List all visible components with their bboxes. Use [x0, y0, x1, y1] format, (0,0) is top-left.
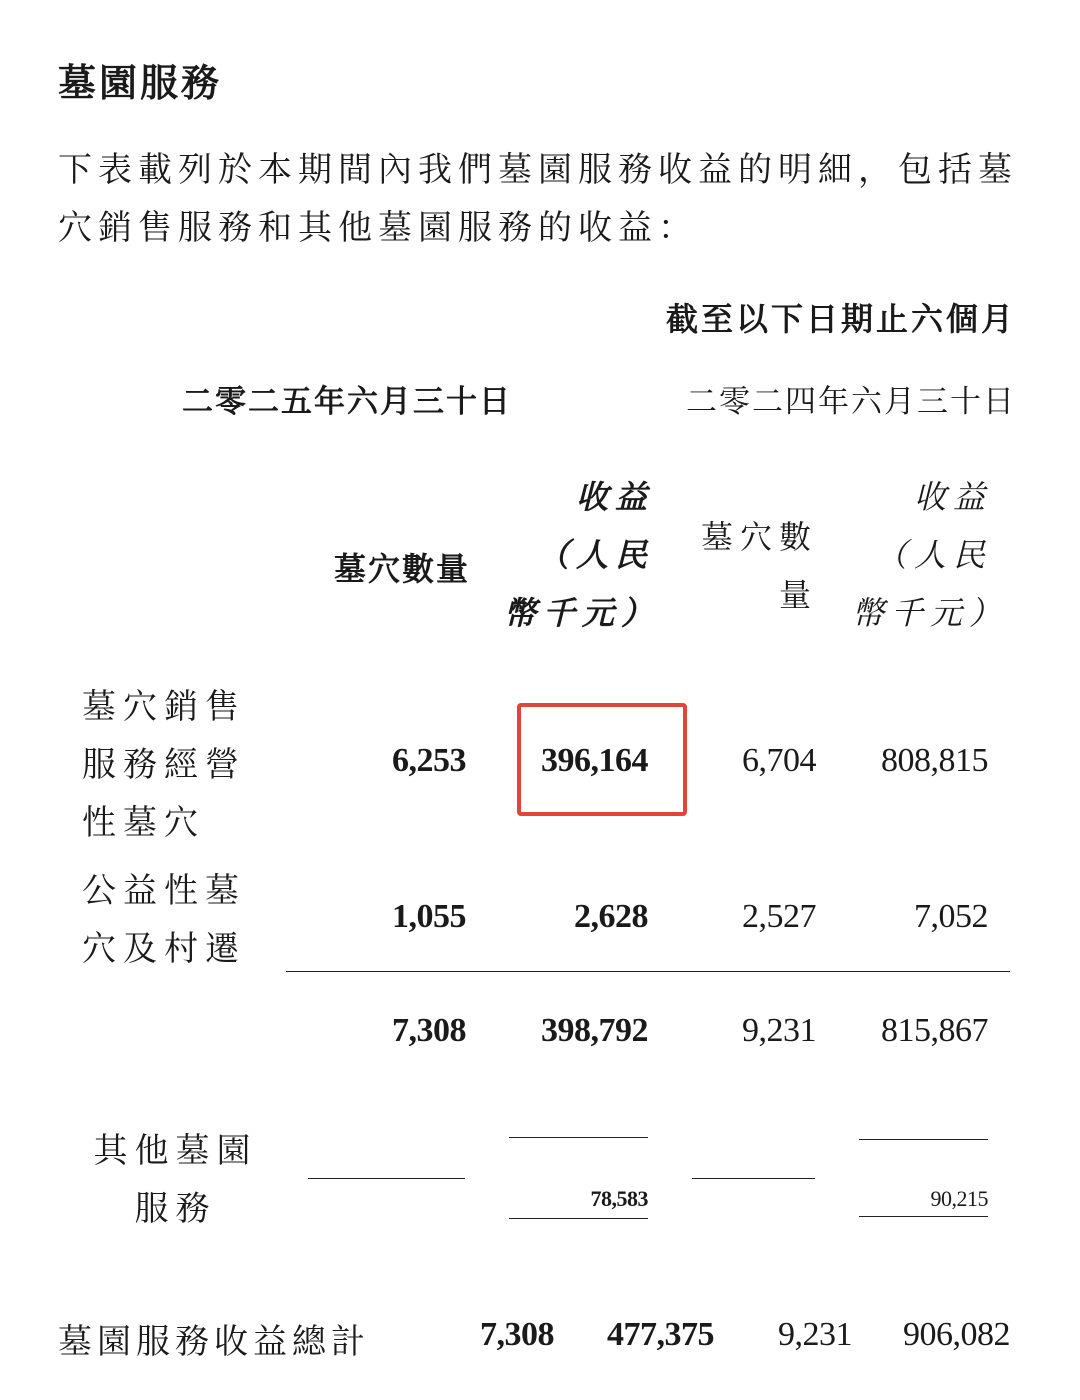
other-revenue-2024-bottom-rule [859, 1216, 988, 1217]
cell-total-count-2025: 7,308 [480, 1316, 554, 1353]
cell-subtotal-count-2024: 9,231 [742, 1012, 816, 1049]
other-count-2025-rule [308, 1178, 465, 1179]
date-2024-header: 二零二四年六月三十日 [686, 384, 1016, 420]
cell-r2-count-2024: 2,527 [742, 898, 816, 935]
highlight-box [517, 703, 687, 816]
date-2025-header: 二零二五年六月三十日 [182, 384, 512, 420]
cell-r1-count-2024: 6,704 [742, 742, 816, 779]
col-header-revenue-2025: 收益（人民幣千元） [504, 478, 661, 632]
cell-other-revenue-2025: 78,583 [590, 1186, 648, 1211]
intro-line-1: 下表載列於本期間內我們墓園服務收益的明細，包括墓 [58, 150, 1018, 190]
other-revenue-2025-top-rule [509, 1137, 648, 1138]
period-header: 截至以下日期止六個月 [665, 300, 1016, 338]
col-header-revenue-2024: 收益（人民幣千元） [852, 478, 1009, 632]
row-label-public-welfare-tombs: 公益性墓穴及村遷 [82, 871, 246, 969]
row-label-other-services: 其他墓園服務 [93, 1131, 258, 1229]
cell-total-count-2024: 9,231 [778, 1316, 852, 1353]
cell-r2-revenue-2025: 2,628 [574, 898, 648, 935]
subtotal-rule [286, 971, 1010, 972]
cell-r2-count-2025: 1,055 [392, 898, 466, 935]
cell-subtotal-revenue-2025: 398,792 [541, 1012, 648, 1049]
col-header-count-2025: 墓穴數量 [334, 550, 471, 588]
other-revenue-2024-top-rule [859, 1139, 988, 1140]
cell-r1-revenue-2024: 808,815 [881, 742, 988, 779]
cell-subtotal-revenue-2024: 815,867 [881, 1012, 988, 1049]
cell-r2-revenue-2024: 7,052 [914, 898, 988, 935]
cell-total-revenue-2024: 906,082 [903, 1316, 1010, 1353]
cell-r1-revenue-2025: 396,164 [541, 742, 648, 779]
cell-other-revenue-2024: 90,215 [930, 1186, 988, 1211]
cell-subtotal-count-2025: 7,308 [392, 1012, 466, 1049]
row-label-commercial-tombs: 墓穴銷售服務經營性墓穴 [82, 687, 246, 843]
other-revenue-2025-bottom-rule [509, 1218, 648, 1219]
intro-line-2: 穴銷售服務和其他墓園服務的收益： [58, 208, 698, 248]
col-header-count-2024: 墓穴數量 [700, 518, 818, 614]
cell-r1-count-2025: 6,253 [392, 742, 466, 779]
grand-total-label: 墓園服務收益總計 [58, 1322, 370, 1362]
cell-total-revenue-2025: 477,375 [607, 1316, 714, 1353]
section-heading: 墓園服務 [58, 60, 223, 105]
other-count-2024-rule [692, 1178, 815, 1179]
